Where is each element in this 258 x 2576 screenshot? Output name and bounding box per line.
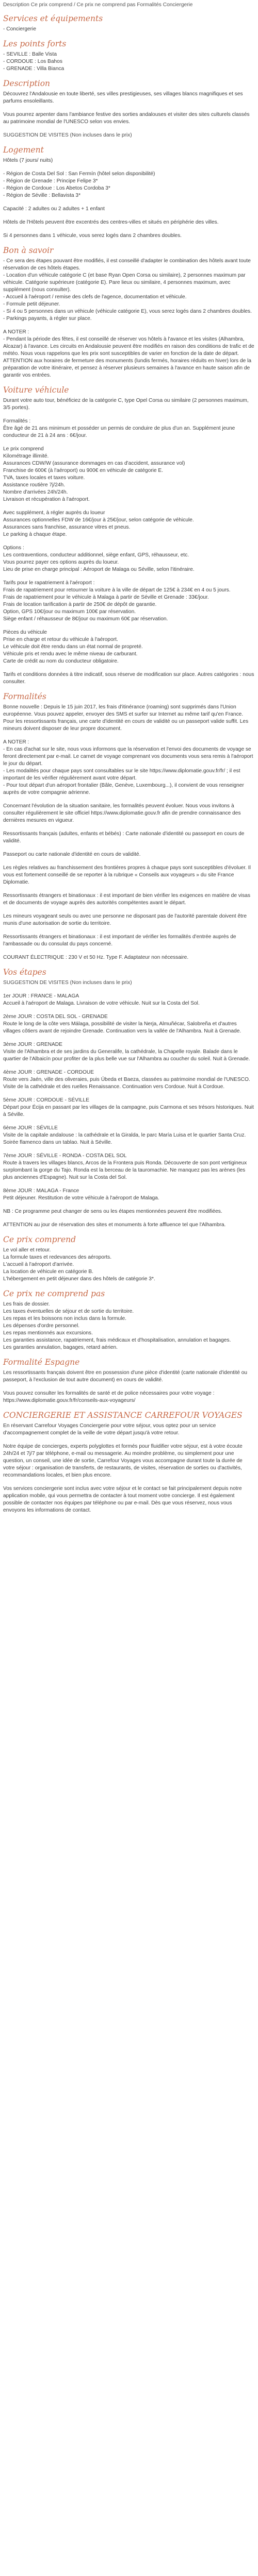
day-head: 4ème JOUR : GRENADE - CORDOUE	[3, 1070, 94, 1075]
bon-savoir-line: - Location d'un véhicule catégorie C (et base Ryan Open Corsa ou similaire), 2 personnes maximum par véhicule. Catégorie supérieure (catégorie E). Pare lieux ou similaire, 4 personnes maximum, avec supplément (nous consulter).	[3, 273, 246, 293]
prix-ne-comprend-item: Les dépenses d'ordre personnel.	[3, 1323, 80, 1329]
covid-para: Les mineurs voyageant seuls ou avec une personne ne disposant pas de l'autorité parentale doivent être munis d'une autorisation de sortie du territoire.	[3, 913, 247, 926]
logement-head: Hôtels (7 jours/ nuits)	[3, 158, 53, 163]
etapes-intro: SUGGESTION DE VISITES (Non incluses dans le prix)	[3, 980, 132, 986]
voiture-para: Durant votre auto tour, bénéficiez de la catégorie C, type Opel Corsa ou similaire (2 personnes maximum, 3/5 portes).	[3, 398, 249, 411]
points-forts-item: - GRENADE : Villa Bianca	[3, 66, 64, 72]
services-title: Services et équipements	[3, 14, 103, 23]
day-text: Route vers Jaén, ville des oliveraies, puis Úbeda et Baeza, classées au patrimoine mondial de l'UNESCO. Visite de la cathédrale et des ruelles Renaissance. Continuation vers Cordoue. Nuit à Cordoue.	[3, 1077, 250, 1090]
prix-ne-comprend-title: Ce prix ne comprend pas	[3, 1289, 105, 1298]
a-noter-block	[3, 329, 255, 379]
day-text: Visite de la capitale andalouse : la cathédrale et la Giralda, le parc María Luisa et le quartier Santa Cruz. Soirée flamenco dans un tablao. Nuit à Séville.	[3, 1132, 246, 1145]
pieces-line: Carte de crédit au nom du conducteur obligatoire.	[3, 658, 119, 664]
logement-capacity: Capacité : 2 adultes ou 2 adultes + 1 enfant	[3, 206, 105, 212]
prix-ne-comprend-item: Les repas et les boissons non inclus dans la formule.	[3, 1316, 126, 1321]
day-text: Visite de l'Alhambra et de ses jardins du Generalife, la cathédrale, la Chapelle royale. Balade dans le quartier de l'Albaicín pour profiter de la plus belle vue sur l'Alhambra au coucher du soleil. Nuit à Grenade.	[3, 1049, 250, 1062]
tarifs-head: Tarifs pour le rapatriement à l'aéroport :	[3, 580, 95, 586]
prix-comprend-item: L'hébergement en petit déjeuner dans des hôtels de catégorie 3*.	[3, 1276, 155, 1282]
day-block	[3, 1069, 255, 1091]
day-block	[3, 1125, 255, 1146]
prix-comprend-title: Ce prix comprend	[3, 1235, 76, 1244]
day-block	[3, 1097, 255, 1118]
voiture-line: Kilométrage illimité.	[3, 453, 49, 459]
prix-ne-comprend-item: Les taxes éventuelles de séjour et de sortie du territoire.	[3, 1309, 134, 1314]
a-noter-head: A NOTER :	[3, 329, 29, 335]
voiture-line: Franchise de 600€ (à l'aéroport) ou 900€ en véhicule de catégorie E.	[3, 468, 164, 473]
pieces-line: Prise en charge et retour du véhicule à l'aéroport.	[3, 637, 118, 642]
covid-para: Passeport ou carte nationale d'identité en cours de validité.	[3, 852, 141, 857]
points-forts-item: - SEVILLE : Balle Vista	[3, 52, 57, 57]
etapes-title: Vos étapes	[3, 968, 46, 977]
pieces-line: Le véhicule doit être rendu dans un état normal de propreté.	[3, 644, 143, 650]
covid-para: Ressortissants étrangers et binationaux : il est important de bien vérifier les exigences en matière de visas et de documents de voyage auprès des autorités compétentes avant le départ.	[3, 893, 251, 906]
options-line: Vous pourrez payer ces options auprès du loueur.	[3, 560, 119, 565]
supplement-block	[3, 510, 255, 538]
bon-savoir-line: - Accueil à l'aéroport / remise des clefs de l'agence, documentation et véhicule.	[3, 294, 187, 300]
day-head: 8ème JOUR : MALAGA - France	[3, 1188, 79, 1194]
voiture-line: Assistance routière 7j/24h.	[3, 482, 66, 488]
day-block	[3, 1013, 255, 1035]
formalites-text: Bonne nouvelle : Depuis le 15 juin 2017, les frais d'itinérance (roaming) sont supprimés dans l'Union européenne. Vous pouvez appeler, envoyer des SMS et surfer sur Internet au même tarif qu'en France. Pour les ressortissants français, une carte d'identité en cours de validité ou un passeport valide suffit. Les mineurs doivent disposer de leur propre document.	[3, 704, 249, 732]
a-noter2-block	[3, 739, 255, 796]
points-forts-item: - CORDOUE : Los Bahos	[3, 59, 62, 64]
logement-line: - Région de Séville : Bellavista 3*	[3, 193, 81, 198]
tarifs-line: Frais de location tarification à partir de 250€ de dépôt de garantie.	[3, 602, 157, 607]
conciergerie-para: En réservant Carrefour Voyages Conciergerie pour votre séjour, vous optez pour un service d'accompagnement complet de la veille de votre départ jusqu'à votre retour.	[3, 1423, 216, 1436]
pieces-head: Pièces du véhicule	[3, 630, 47, 635]
pieces-block	[3, 629, 255, 665]
options-line: Options :	[3, 545, 24, 551]
supplement-line: Assurances optionnelles FDW de 16€/jour à 25€/jour, selon catégorie de véhicule.	[3, 517, 194, 523]
logement-line: - Région de Grenade : Principe Felipe 3*	[3, 178, 98, 184]
day-text: Départ pour Écija en passant par les villages de la campagne, puis Carmona et ses trésors historiques. Nuit à Séville.	[3, 1105, 254, 1117]
bon-savoir-line: - Parkings payants, à régler sur place.	[3, 316, 92, 321]
logement-line: - Région de Cordoue : Los Abetos Cordoba 3*	[3, 185, 110, 191]
logement-list	[3, 171, 255, 199]
options-line: Lieu de prise en charge principal : Aéroport de Malaga ou Séville, selon l'itinéraire.	[3, 567, 195, 572]
concierge-label: - Conciergerie	[3, 26, 36, 32]
tarifs-block	[3, 580, 255, 623]
etapes-nb: NB : Ce programme peut changer de sens ou les étapes mentionnées peuvent être modifiées.	[3, 1209, 222, 1214]
voiture-line: Livraison et récupération à l'aéroport.	[3, 497, 90, 502]
day-head: 6ème JOUR : SÉVILLE	[3, 1125, 58, 1131]
formalite-espagne-para: Les ressortissants français doivent être en possession d'une pièce d'identité (carte nationale d'identité ou passeport, à l'exclusion de tout autre document) en cours de validité.	[3, 1370, 248, 1383]
bon-savoir-line: - Ce sera des étapes pouvant être modifiés, il est conseillé d'adapter le combination des hôtels avant toute réservation de ces hôtels étapes.	[3, 258, 251, 271]
a-noter2-head: A NOTER :	[3, 739, 29, 745]
day-head: 5ème JOUR : CORDOUE - SÉVILLE	[3, 1097, 90, 1103]
day-head: 3ème JOUR : GRENADE	[3, 1042, 62, 1047]
prix-comprend-item: La formule taxes et redevances des aéroports.	[3, 1255, 112, 1260]
day-block	[3, 993, 255, 1007]
bon-savoir-list	[3, 258, 255, 323]
pieces-line: Véhicule pris et rendu avec le même niveau de carburant.	[3, 651, 138, 657]
covid-para: Concernant l'évolution de la situation sanitaire, les formalités peuvent évoluer. Nous vous invitons à consulter régulièrement le site officiel https://www.diplomatie.gouv.fr afin de prendre connaissance des dernières mesures en vigueur.	[3, 803, 241, 823]
options-line: Les contraventions, conducteur additionnel, siège enfant, GPS, réhausseur, etc.	[3, 552, 189, 558]
tarifs-line: Siège enfant / réhausseur de 8€/jour ou maximum 60€ par réservation.	[3, 616, 168, 622]
description-para: Découvrez l'Andalousie en toute liberté, ses villes prestigieuses, ses villages blancs magnifiques et ses parfums ensoleillants.	[3, 91, 243, 104]
etapes-attention: ATTENTION au jour de réservation des sites et monuments à forte affluence tel que l'Alhambra.	[3, 1222, 226, 1228]
day-head: 1er JOUR : FRANCE - MALAGA	[3, 993, 79, 999]
description-para: Vous pourrez arpenter dans l'ambiance festive des sorties andalouses et visiter des sites culturels classés au patrimoine mondial de l'UNESCO selon vos envies.	[3, 112, 250, 125]
pieces-note: Tarifs et conditions données à titre indicatif, sous réserve de modification sur place. Autres catégories : nous consulter.	[3, 672, 254, 685]
prix-ne-comprend-list	[3, 1301, 255, 1351]
prix-comprend-item: L'accueil à l'aéroport d'arrivée.	[3, 1262, 74, 1267]
logement-note: Hôtels de l'Hôtels peuvent être excentrés des centres-villes et situés en périphérie des villes.	[3, 219, 219, 225]
voiture-line: Être âgé de 21 ans minimum et posséder un permis de conduire de plus d'un an. Supplément jeune conducteur de 21 à 24 ans : 6€/jour.	[3, 426, 235, 438]
a-noter2-line: - En cas d'achat sur le site, nous vous informons que la réservation et l'envoi des documents de voyage se feront directement par e-mail. Le carnet de voyage comprenant vos documents vous sera remis à l'aéroport le jour du départ.	[3, 747, 253, 767]
prix-comprend-list	[3, 1247, 255, 1283]
options-block	[3, 545, 255, 573]
day-block	[3, 1188, 255, 1202]
description-para: SUGGESTION DE VISITES (Non incluses dans le prix)	[3, 132, 132, 138]
formalite-espagne-title: Formalité Espagne	[3, 1358, 80, 1367]
a-noter2-line: - Les modalités pour chaque pays sont consultables sur le site https://www.diplomatie.gouv.fr/fr/ ; il est important de les vérifier régulièrement avant votre départ.	[3, 768, 240, 781]
supplement-line: Assurances sans franchise, assurance vitres et pneus.	[3, 524, 131, 530]
tarifs-line: Frais de rapatriement pour le véhicule à Malaga à partir de Séville et Grenade : 33€/jour.	[3, 595, 209, 600]
intro-line: Description Ce prix comprend / Ce prix ne comprend pas Formalités Conciergerie	[3, 2, 193, 8]
voiture-line: TVA, taxes locales et taxes voiture.	[3, 475, 85, 481]
points-forts-list	[3, 51, 255, 73]
prix-ne-comprend-item: Les repas mentionnés aux excursions.	[3, 1330, 93, 1336]
bon-savoir-title: Bon à savoir	[3, 246, 54, 255]
prix-ne-comprend-item: Les frais de dossier.	[3, 1301, 50, 1307]
a-noter-text: - Pendant la période des fêtes, il est conseillé de réserver vos hôtels à l'avance et les visites (Alhambra, Alcazar) à l'avance. Les circuits en Andalousie peuvent être modifiés en raison des conditions de trafic et de météo. Nous vous rappelons que les prix sont susceptibles de varier en fonction de la date de départ. ATTENTION aux horaires de fermeture des monuments (lundis fermés, horaires réduits en hiver) lors de la préparation de votre itinéraire, et pensez à réserver plusieurs semaines à l'avance en haute saison afin de garantir vos entrées.	[3, 336, 254, 378]
description-title: Description	[3, 79, 51, 88]
supplement-line: Avec supplément, à régler auprès du loueur	[3, 510, 105, 516]
tarifs-line: Option, GPS 10€/jour ou maximum 100€ par réservation.	[3, 609, 136, 615]
prix-ne-comprend-item: Les garanties annulation, bagages, retard aérien.	[3, 1345, 118, 1350]
day-block	[3, 1153, 255, 1181]
voiture-comprend	[3, 446, 255, 503]
voiture-line: Assurances CDW/W (assurance dommages en cas d'accident, assurance vol)	[3, 461, 185, 466]
conciergerie-title: CONCIERGERIE ET ASSISTANCE CARREFOUR VOYAGES	[3, 1411, 243, 1420]
covid-para: Ressortissants étrangers et binationaux : il est important de vérifier les formalités d'entrée auprès de l'ambassade ou du consulat du pays concerné.	[3, 934, 236, 947]
supplement-line: Le parking à chaque étape.	[3, 532, 67, 537]
tarifs-line: Frais de rapatriement pour retourner la voiture à la ville de départ de 125€ à 234€ en 4 ou 5 jours.	[3, 587, 231, 593]
voiture-title: Voiture véhicule	[3, 385, 69, 395]
prix-comprend-item: Le vol aller et retour.	[3, 1247, 51, 1253]
covid-para: Ressortissants français (adultes, enfants et bébés) : Carte nationale d'identité ou passeport en cours de validité.	[3, 831, 245, 844]
voiture-formalites	[3, 418, 255, 439]
logement-title: Logement	[3, 145, 44, 155]
formalites-title: Formalités	[3, 692, 46, 701]
logement-line: - Région de Costa Del Sol : San Fermín (hôtel selon disponibilité)	[3, 171, 155, 177]
voiture-line: Le prix comprend	[3, 446, 44, 452]
conciergerie-para: Vos services conciergerie sont inclus avec votre séjour et le contact se fait principalement depuis notre application mobile, qui vous permettra de contacter à tout moment votre concierge. Il est également possible de contacter nos équipes par téléphone ou par e-mail. Dès que vous réservez, nous vous envoyons les informations de contact.	[3, 1486, 242, 1513]
conciergerie-para: Notre équipe de concierges, experts polyglottes et formés pour fluidifier votre séjour, est à votre écoute 24h/24 et 7j/7 par téléphone, e-mail ou messagerie. Au moindre problème, ou simplement pour une question, un conseil, une idée de sortie, Carrefour Voyages vous accompagne durant toute la durée de votre séjour : organisation de transferts, de restaurants, de visites, réservation de sorties ou d'activités, recommandations locales, et bien plus encore.	[3, 1444, 243, 1478]
formalite-espagne-para: Vous pouvez consulter les formalités de santé et de police nécessaires pour votre voyage : https://www.diplomatie.gouv.fr/fr/conseils-aux-voyageurs/	[3, 1391, 215, 1403]
day-block	[3, 1041, 255, 1063]
prix-comprend-item: La location de véhicule en catégorie B.	[3, 1269, 94, 1275]
day-head: 2ème JOUR : COSTA DEL SOL - GRENADE	[3, 1014, 108, 1020]
prix-ne-comprend-item: Les garanties assistance, rapatriement, frais médicaux et d'hospitalisation, annulation et bagages.	[3, 1337, 231, 1343]
day-text: Accueil à l'aéroport de Malaga. Livraison de votre véhicule. Nuit sur la Costa del Sol.	[3, 1001, 200, 1006]
covid-para: Les règles relatives au franchissement des frontières propres à chaque pays sont susceptibles d'évoluer. Il vous est fortement conseillé de se reporter à la rubrique « Conseils aux voyageurs » du site France Diplomatie.	[3, 865, 251, 885]
voiture-line: Nombre d'arrivées 24h/24h.	[3, 489, 68, 495]
logement-note: Si 4 personnes dans 1 véhicule, vous serez logés dans 2 chambres doubles.	[3, 233, 182, 239]
day-head: 7ème JOUR : SÉVILLE - RONDA - COSTA DEL SOL	[3, 1153, 127, 1159]
day-text: Route à travers les villages blancs, Arcos de la Frontera puis Ronda. Découverte de son pont vertigineux surplombant la gorge du Tajo. Ronda est la berceau de la tauromachie. Ne manquez pas les arènes (les plus anciennes d'Espagne). Nuit sur la Costa del Sol.	[3, 1160, 247, 1180]
day-text: Petit déjeuner. Restitution de votre véhicule à l'aéroport de Malaga.	[3, 1195, 159, 1201]
bon-savoir-line: - Si 4 ou 5 personnes dans un véhicule (véhicule catégorie E), vous serez logés dans 2 chambres doubles.	[3, 309, 252, 314]
bon-savoir-line: - Formule petit déjeuner.	[3, 301, 60, 307]
day-text: Route le long de la côte vers Málaga, possibilité de visiter la Nerja, Almuñécar, Salobreña et d'autres villages côtiers avant de rejoindre Grenade. Continuation vers la vallée de l'Alhambra. Nuit à Grenade.	[3, 1021, 241, 1034]
points-forts-title: Les points forts	[3, 39, 67, 48]
electric-para: COURANT ÉLECTRIQUE : 230 V et 50 Hz. Type F. Adaptateur non nécessaire.	[3, 955, 189, 960]
a-noter2-line: - Pour tout départ d'un aéroport frontalier (Bâle, Genève, Luxembourg...), il convient de vous renseigner auprès de votre compagnie aérienne.	[3, 783, 244, 795]
voiture-line: Formalités :	[3, 418, 31, 424]
